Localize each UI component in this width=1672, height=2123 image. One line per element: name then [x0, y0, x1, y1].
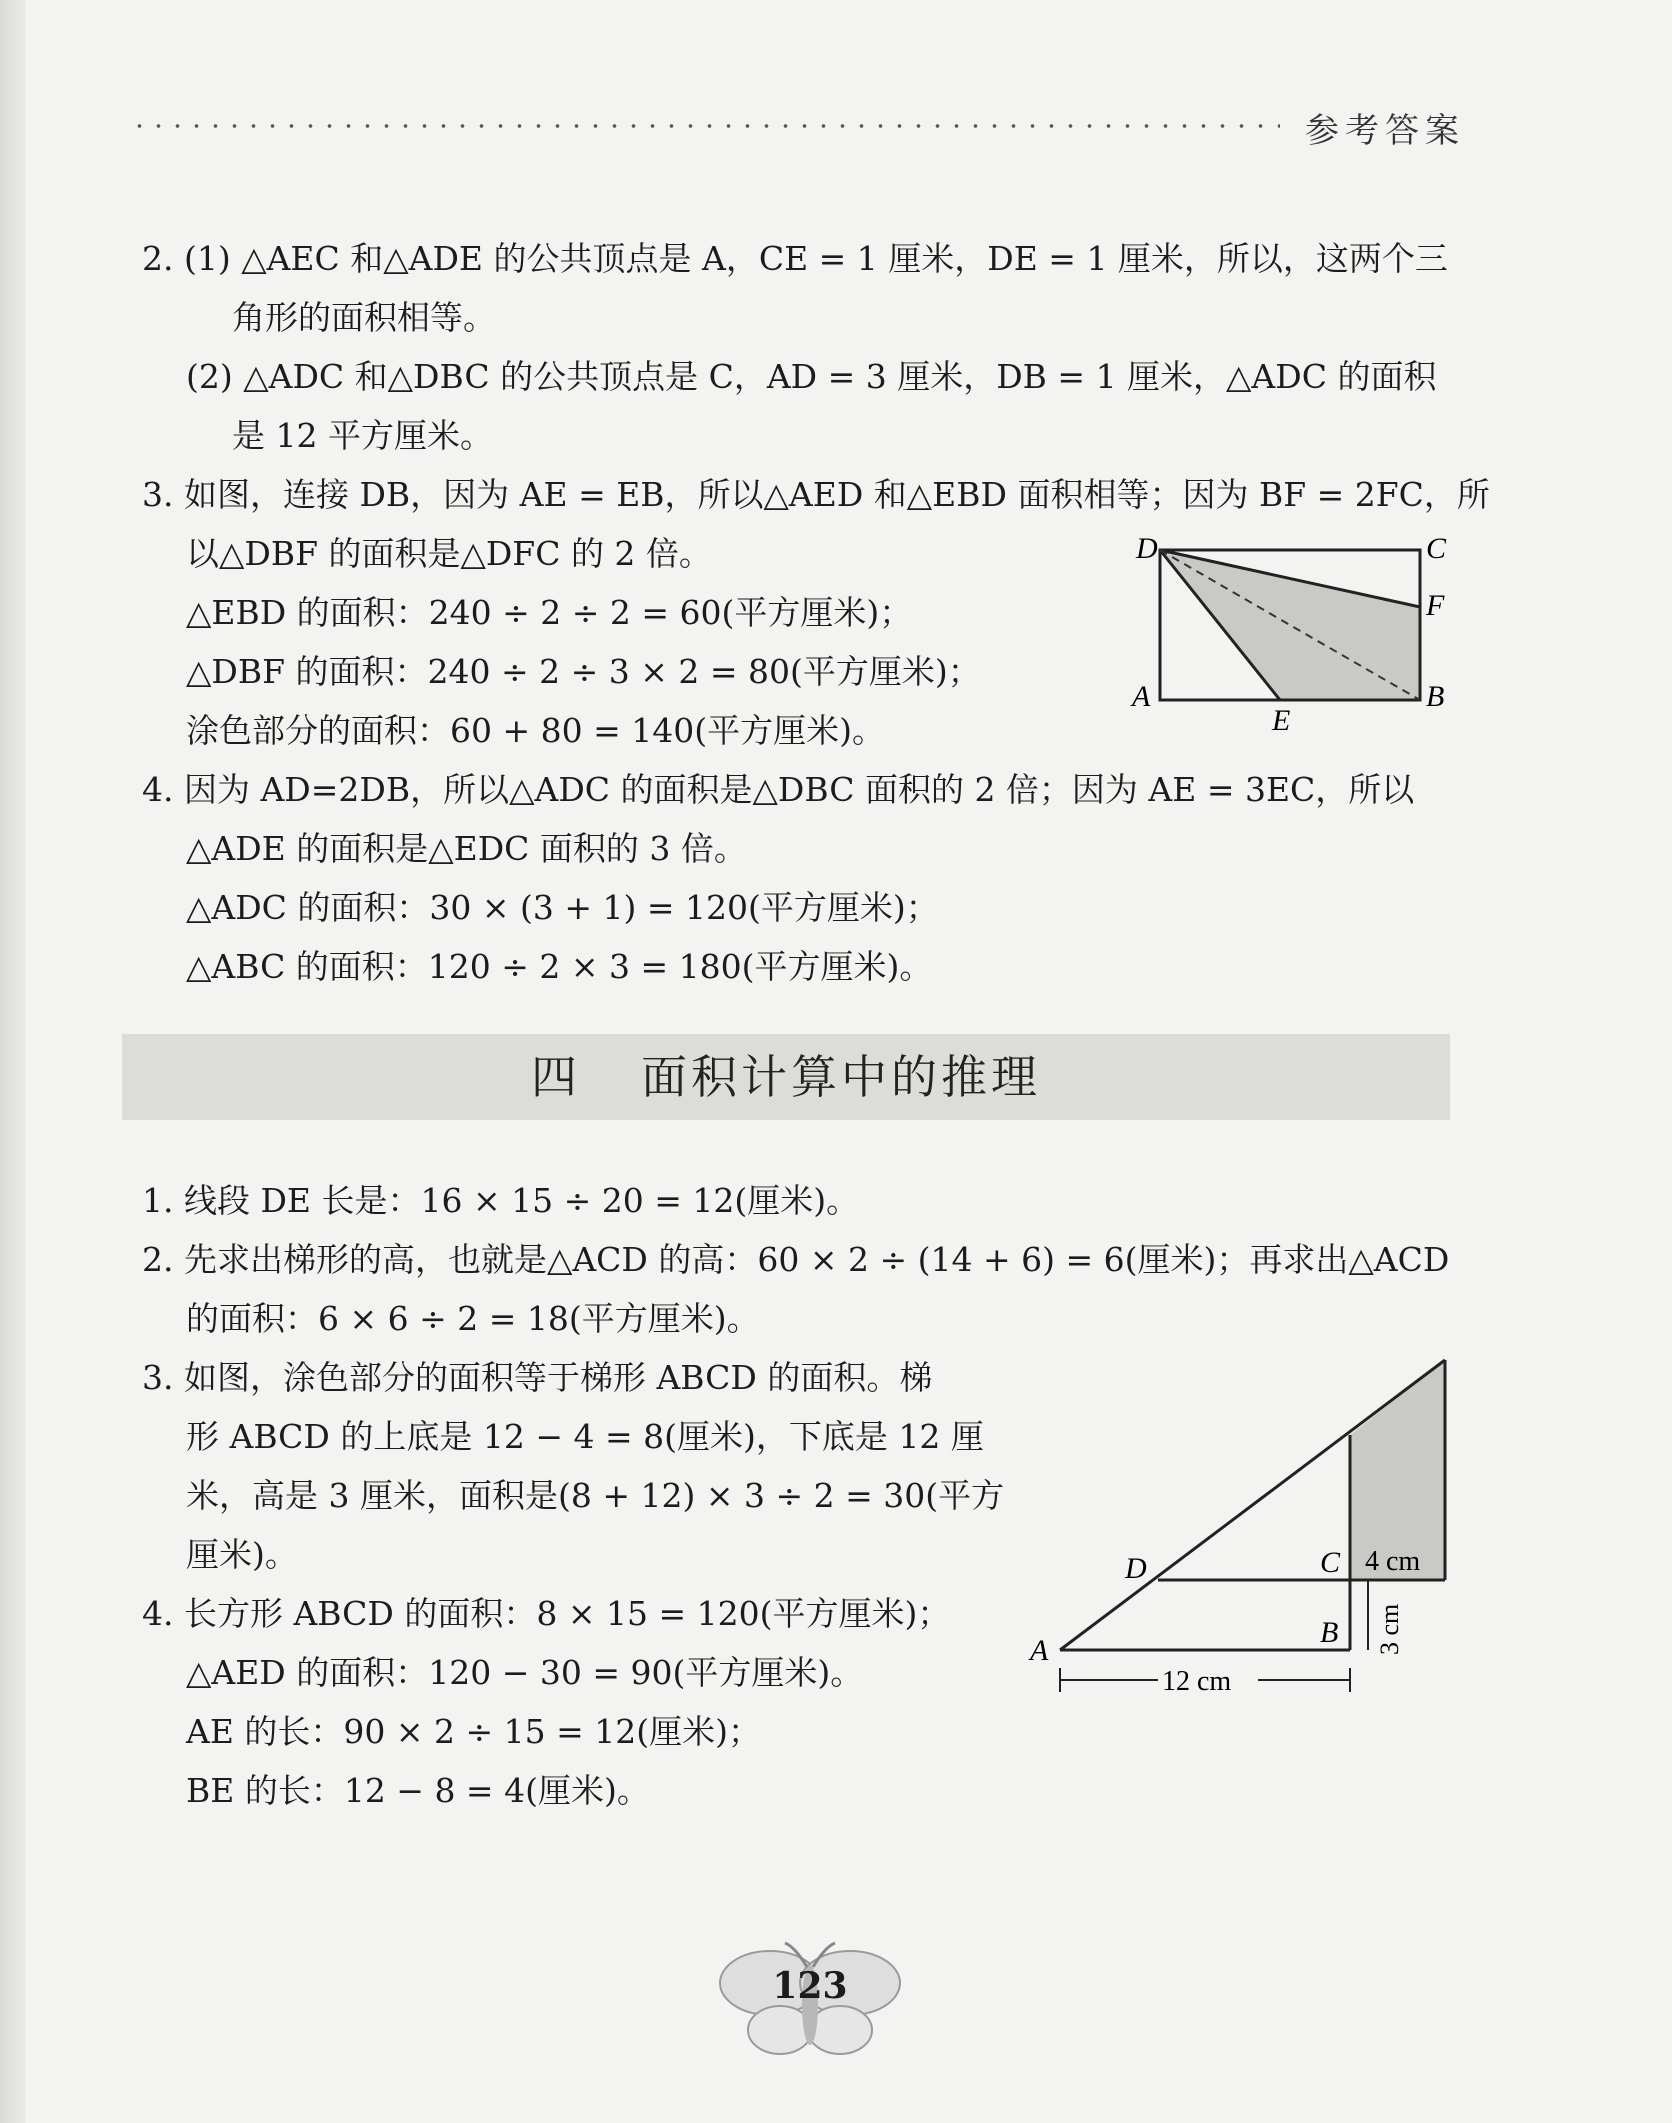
figure-dim-12: 12 cm [1162, 1666, 1232, 1697]
page-number: 123 [772, 1965, 848, 2007]
label-F: F [1426, 589, 1445, 622]
label-D: D [1125, 1552, 1147, 1585]
answer-2-2-line2: 是 12 平方厘米。 [232, 416, 493, 455]
answer-3-line5: 涂色部分的面积：60 + 80 = 140(平方厘米)。 [186, 711, 885, 750]
answer-b4-line1: 4. 长方形 ABCD 的面积：8 × 15 = 120(平方厘米)； [142, 1594, 951, 1633]
figure-dim-3: 3 cm [1375, 1603, 1404, 1655]
page-edge [0, 0, 26, 2123]
figure-trapezoid [1010, 1350, 1460, 1720]
answer-2-1-line1: 2. (1) △AEC 和△ADE 的公共顶点是 A，CE = 1 厘米，DE = 1 厘米，所以，这两个三 [142, 239, 1448, 278]
section-title [122, 1034, 1450, 1120]
figure-dim-4: 4 cm [1365, 1546, 1421, 1577]
header-label: 参考答案 [1305, 111, 1465, 151]
figure-rectangle [1120, 520, 1450, 740]
answer-4-line4: △ABC 的面积：120 ÷ 2 × 3 = 180(平方厘米)。 [186, 947, 933, 986]
answer-b4-line3: AE 的长：90 × 2 ÷ 15 = 12(厘米)； [186, 1712, 762, 1751]
label-E: E [1272, 704, 1291, 737]
label-A: A [1030, 1634, 1049, 1667]
section-banner [122, 1034, 1450, 1120]
answer-b4-line2: △AED 的面积：120 − 30 = 90(平方厘米)。 [186, 1653, 864, 1692]
header-dotted-rule [130, 124, 1280, 128]
label-B: B [1320, 1616, 1339, 1649]
answer-2-1-line2: 角形的面积相等。 [232, 298, 496, 337]
answer-b2-line2: 的面积：6 × 6 ÷ 2 = 18(平方厘米)。 [186, 1299, 760, 1338]
label-C: C [1426, 532, 1447, 565]
answer-3-line2: 以△DBF 的面积是△DFC 的 2 倍。 [186, 534, 712, 573]
answer-3-line4: △DBF 的面积：240 ÷ 2 ÷ 3 × 2 = 80(平方厘米)； [186, 652, 981, 691]
answer-b2-line1: 2. 先求出梯形的高，也就是△ACD 的高：60 × 2 ÷ (14 + 6) = 6(厘米)；再求出△ACD [142, 1240, 1450, 1279]
answer-b3-line1: 3. 如图，涂色部分的面积等于梯形 ABCD 的面积。梯 [142, 1358, 933, 1397]
answer-2-2-line1: (2) △ADC 和△DBC 的公共顶点是 C，AD = 3 厘米，DB = 1 厘米，△ADC 的面积 [186, 357, 1437, 396]
label-B: B [1426, 680, 1445, 713]
answer-4-line3: △ADC 的面积：30 × (3 + 1) = 120(平方厘米)； [186, 888, 939, 927]
answer-b3-line3: 米，高是 3 厘米，面积是(8 + 12) × 3 ÷ 2 = 30(平方 [186, 1476, 1005, 1515]
answer-3-line3: △EBD 的面积：240 ÷ 2 ÷ 2 = 60(平方厘米)； [186, 593, 913, 632]
answer-4-line1: 4. 因为 AD=2DB，所以△ADC 的面积是△DBC 面积的 2 倍；因为 AE = 3EC，所以 [142, 770, 1415, 809]
answer-b1-line1: 1. 线段 DE 长是：16 × 15 ÷ 20 = 12(厘米)。 [142, 1181, 860, 1220]
answer-b3-line2: 形 ABCD 的上底是 12 − 4 = 8(厘米)，下底是 12 厘 [186, 1417, 984, 1456]
label-A: A [1132, 680, 1151, 713]
label-D: D [1136, 532, 1158, 565]
answer-b3-line4: 厘米)。 [186, 1535, 298, 1574]
answer-b4-line4: BE 的长：12 − 8 = 4(厘米)。 [186, 1771, 650, 1810]
answer-3-line1: 3. 如图，连接 DB，因为 AE = EB，所以△AED 和△EBD 面积相等；因为 BF = 2FC，所 [142, 475, 1490, 514]
section-number: 四 [531, 1050, 581, 1104]
answer-4-line2: △ADE 的面积是△EDC 面积的 3 倍。 [186, 829, 747, 868]
label-C: C [1320, 1546, 1341, 1579]
section-heading: 面积计算中的推理 [641, 1050, 1041, 1104]
